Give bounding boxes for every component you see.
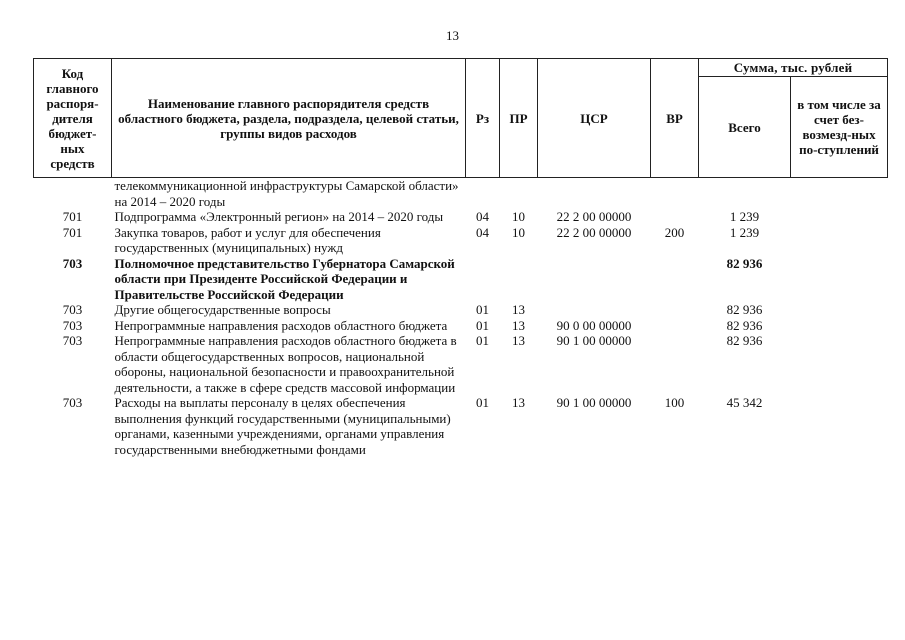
name-cell: телекоммуникационной инфраструктуры Самарской области» на 2014 – 2020 годы: [114, 178, 459, 209]
name-cell: Другие общегосударственные вопросы: [114, 302, 331, 317]
header-name: Наименование главного распорядителя средств областного бюджета, раздела, подраздела, целевой статьи, группы видов расходов: [112, 59, 466, 178]
pr-cell: 13: [512, 395, 525, 410]
csr-cell: 22 2 00 00000: [556, 209, 632, 224]
header-vr: ВР: [651, 59, 699, 178]
free-cell: [791, 302, 888, 318]
total-cell: 45 342: [726, 395, 763, 410]
name-cell: Непрограммные направления расходов областного бюджета: [114, 317, 448, 333]
pr-cell: 13: [512, 333, 525, 348]
free-cell: [791, 333, 888, 395]
header-pr: ПР: [500, 59, 538, 178]
header-code: Код главного распоря-дителя бюджет-ных средств: [34, 59, 112, 178]
table-row: [34, 256, 888, 303]
vr-cell: [651, 256, 699, 303]
vr-cell: 200: [664, 224, 685, 240]
name-cell: Полномочное представительство Губернатора Самарской области при Президенте Российской Федерации и Правительстве Российской Федерации: [114, 255, 455, 302]
table-row: [34, 178, 888, 210]
name-cell: Подпрограмма «Электронный регион» на 2014 – 2020 годы: [114, 209, 444, 224]
total-cell: 1 239: [729, 224, 760, 240]
budget-table: [33, 58, 888, 457]
table-header: [34, 59, 888, 178]
header-rz: Рз: [466, 59, 500, 178]
header-csr: ЦСР: [538, 59, 651, 178]
table-body: [34, 178, 888, 458]
csr-cell: [538, 178, 651, 210]
total-cell: 1 239: [729, 209, 760, 224]
code-cell: 703: [62, 302, 83, 317]
header-sum: Сумма, тыс. рублей: [699, 59, 888, 77]
vr-cell: [651, 318, 699, 334]
total-cell: 82 936: [726, 302, 763, 317]
free-cell: [791, 178, 888, 210]
total-cell: 82 936: [726, 255, 763, 271]
total-cell: [699, 178, 791, 210]
table-row: [34, 395, 888, 457]
code-cell: [34, 178, 112, 210]
pr-cell: 10: [512, 224, 525, 240]
vr-cell: [651, 333, 699, 395]
vr-cell: [651, 302, 699, 318]
table-row: [34, 333, 888, 395]
pr-cell: [500, 256, 538, 303]
rz-cell: 01: [476, 333, 489, 348]
pr-cell: 10: [512, 209, 525, 224]
csr-cell: 90 0 00 00000: [556, 317, 632, 333]
vr-cell: 100: [664, 395, 685, 410]
total-cell: 82 936: [726, 333, 763, 348]
rz-cell: 04: [476, 209, 489, 224]
csr-cell: 90 1 00 00000: [556, 333, 632, 348]
code-cell: 703: [62, 395, 83, 410]
free-cell: [791, 395, 888, 457]
pr-cell: [500, 178, 538, 210]
free-cell: [791, 318, 888, 334]
code-cell: 703: [62, 255, 83, 271]
free-cell: [791, 209, 888, 225]
rz-cell: 04: [476, 224, 489, 240]
vr-cell: [651, 178, 699, 210]
header-free: в том числе за счет без-возмезд-ных по-ступлений: [791, 77, 888, 178]
rz-cell: 01: [476, 302, 489, 317]
rz-cell: [466, 256, 500, 303]
rz-cell: 01: [476, 395, 489, 410]
csr-cell: 22 2 00 00000: [556, 224, 632, 240]
pr-cell: 13: [512, 302, 525, 317]
code-cell: 703: [62, 333, 83, 348]
name-cell: Непрограммные направления расходов областного бюджета в области общегосударственных вопросов, национальной обороны, национальной безопасности и правоохранительной деятельности, а также в сфере средств массовой информации: [114, 333, 457, 395]
header-total: Всего: [699, 77, 791, 178]
code-cell: 701: [62, 209, 83, 224]
name-cell: Закупка товаров, работ и услуг для обеспечения государственных (муниципальных) нужд: [114, 224, 381, 255]
rz-cell: [466, 178, 500, 210]
csr-cell: [538, 302, 651, 318]
csr-cell: [538, 256, 651, 303]
rz-cell: 01: [476, 317, 489, 333]
free-cell: [791, 225, 888, 256]
code-cell: 701: [62, 224, 83, 240]
table-row: [34, 209, 888, 225]
free-cell: [791, 256, 888, 303]
page-number: 13: [446, 28, 459, 43]
table-row: [34, 302, 888, 318]
pr-cell: 13: [512, 317, 525, 333]
total-cell: 82 936: [726, 317, 763, 333]
vr-cell: [651, 209, 699, 225]
table-row: [34, 318, 888, 334]
name-cell: Расходы на выплаты персоналу в целях обеспечения выполнения функций государственными (муниципальными) органами, казенными учреждениями, органами управления государственными внебюджетными фондами: [114, 395, 451, 457]
csr-cell: 90 1 00 00000: [556, 395, 632, 410]
code-cell: 703: [62, 317, 83, 333]
table-row: [34, 225, 888, 256]
